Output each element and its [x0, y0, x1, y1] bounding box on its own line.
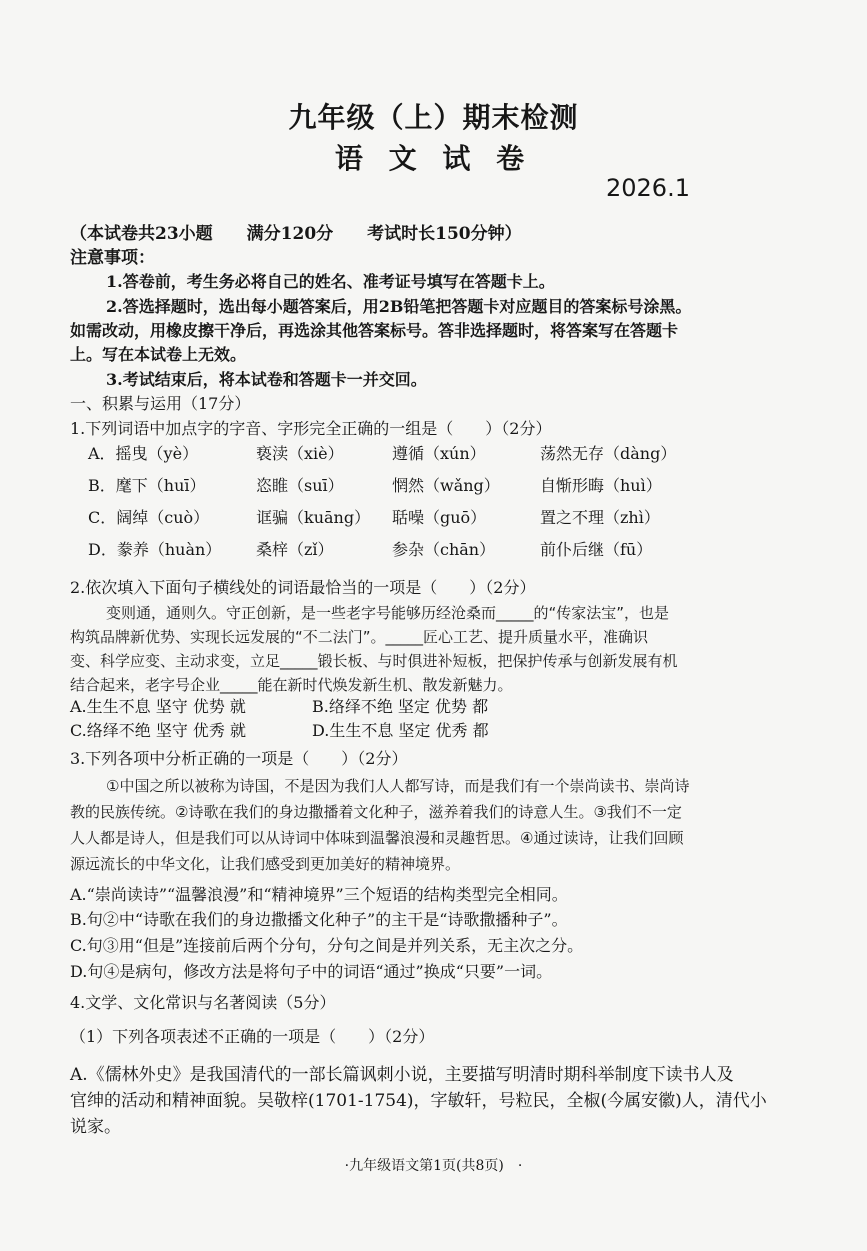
q2-stem: 2.依次填入下面句子横线处的词语最恰当的一项是（ ）（2分）	[70, 578, 536, 597]
q3-passage-3: 人人都是诗人，但是我们可以从诗词中体味到温馨浪漫和灵趣哲思。④通过读诗，让我们回顾	[70, 829, 684, 847]
exam-subtitle: 语 文 试 卷	[334, 142, 533, 175]
q1-d-1: D．豢养（huàn）	[88, 540, 222, 559]
q1-b-2: 恣睢（suī）	[256, 476, 344, 495]
q2-passage-3: 变、科学应变、主动求变，立足_____锻长板、与时俱进补短板，把保护传承与创新发展有机	[70, 652, 678, 670]
q3-passage-2: 教的民族传统。②诗歌在我们的身边撒播着文化种子，滋养着我们的诗意人生。③我们不一定	[70, 803, 682, 821]
q1-c-3: 聒噪（guō）	[392, 508, 487, 527]
q2-option-c: C.络绎不绝 坚守 优秀 就	[70, 721, 247, 740]
q3-option-d: D.句④是病句，修改方法是将句子中的词语“通过”换成“只要”一词。	[70, 962, 553, 981]
notice-heading: 注意事项：	[70, 248, 155, 268]
q3-option-b: B.句②中“诗歌在我们的身边撒播文化种子”的主干是“诗歌撒播种子”。	[70, 910, 568, 929]
q1-c-1: C．阔绰（cuò）	[88, 508, 210, 527]
q1-a-2: 亵渎（xiè）	[256, 444, 344, 463]
notice-item-3: 3.考试结束后，将本试卷和答题卡一并交回。	[106, 370, 427, 389]
q4-stem: 4.文学、文化常识与名著阅读（5分）	[70, 993, 336, 1012]
exam-info: （本试卷共23小题 满分120分 考试时长150分钟）	[70, 224, 522, 244]
q3-passage-4: 源远流长的中华文化，让我们感受到更加美好的精神境界。	[70, 855, 461, 873]
q2-option-b: B.络绎不绝 坚定 优势 都	[312, 697, 489, 716]
q2-option-d: D.生生不息 坚定 优秀 都	[312, 721, 489, 740]
notice-item-2-cont: 如需改动，用橡皮擦干净后，再选涂其他答案标号。答非选择题时，将答案写在答题卡	[70, 321, 679, 340]
page-footer: ·九年级语文第1页(共8页) ·	[344, 1158, 523, 1174]
q2-passage-1: 变则通，通则久。守正创新，是一些老字号能够历经沧桑而_____的“传家法宝”，也是	[106, 604, 670, 622]
q1-d-3: 参杂（chān）	[392, 540, 496, 559]
q1-b-4: 自惭形晦（huì）	[540, 476, 662, 495]
q1-c-2: 诓骗（kuāng）	[256, 508, 371, 527]
notice-item-2: 2.答选择题时，选出每小题答案后，用2B铅笔把答题卡对应题目的答案标号涂黑。	[106, 297, 692, 316]
q1-stem: 1.下列词语中加点字的字音、字形完全正确的一组是（ ）（2分）	[70, 419, 552, 438]
q1-d-2: 桑梓（zǐ）	[256, 540, 334, 559]
notice-item-2-end: 上。写在本试卷上无效。	[70, 345, 247, 364]
q4-sub1-stem: （1）下列各项表述不正确的一项是（ ）（2分）	[70, 1027, 435, 1046]
q1-d-4: 前仆后继（fū）	[540, 540, 653, 559]
notice-item-1: 1.答卷前，考生务必将自己的姓名、准考证号填写在答题卡上。	[106, 272, 555, 291]
exam-date: 2026.1	[606, 174, 690, 202]
q1-a-1: A．摇曳（yè）	[88, 444, 199, 463]
q3-passage-1: ①中国之所以被称为诗国，不是因为我们人人都写诗，而是我们有一个崇尚读书、崇尚诗	[106, 777, 690, 795]
q2-passage-2: 构筑品牌新优势、实现长远发展的“不二法门”。_____匠心工艺、提升质量水平，准确识	[70, 628, 649, 646]
exam-title: 九年级（上）期末检测	[288, 101, 579, 134]
q3-option-c: C.句③用“但是”连接前后两个分句，分句之间是并列关系，无主次之分。	[70, 936, 584, 955]
q4-option-a-2: 官绅的活动和精神面貌。吴敬梓(1701-1754)，字敏轩，号粒民，全椒(今属安徽)人，清代小	[70, 1091, 767, 1111]
q2-option-a: A.生生不息 坚守 优势 就	[70, 697, 246, 716]
q1-a-4: 荡然无存（dàng）	[540, 444, 677, 463]
q1-b-3: 惘然（wǎng）	[392, 476, 500, 495]
q3-option-a: A.“崇尚读诗”“温馨浪漫”和“精神境界”三个短语的结构类型完全相同。	[70, 885, 568, 904]
q3-stem: 3.下列各项中分析正确的一项是（ ）（2分）	[70, 749, 408, 768]
q4-option-a-3: 说家。	[70, 1117, 121, 1137]
q1-a-3: 遵循（xún）	[392, 444, 486, 463]
q4-option-a-1: A.《儒林外史》是我国清代的一部长篇讽刺小说，主要描写明清时期科举制度下读书人及	[70, 1065, 734, 1085]
q1-c-4: 置之不理（zhì）	[540, 508, 660, 527]
q1-b-1: B．麾下（huī）	[88, 476, 206, 495]
section-1-heading: 一、积累与运用（17分）	[70, 394, 251, 413]
q2-passage-4: 结合起来，老字号企业_____能在新时代焕发新生机、散发新魅力。	[70, 676, 513, 694]
